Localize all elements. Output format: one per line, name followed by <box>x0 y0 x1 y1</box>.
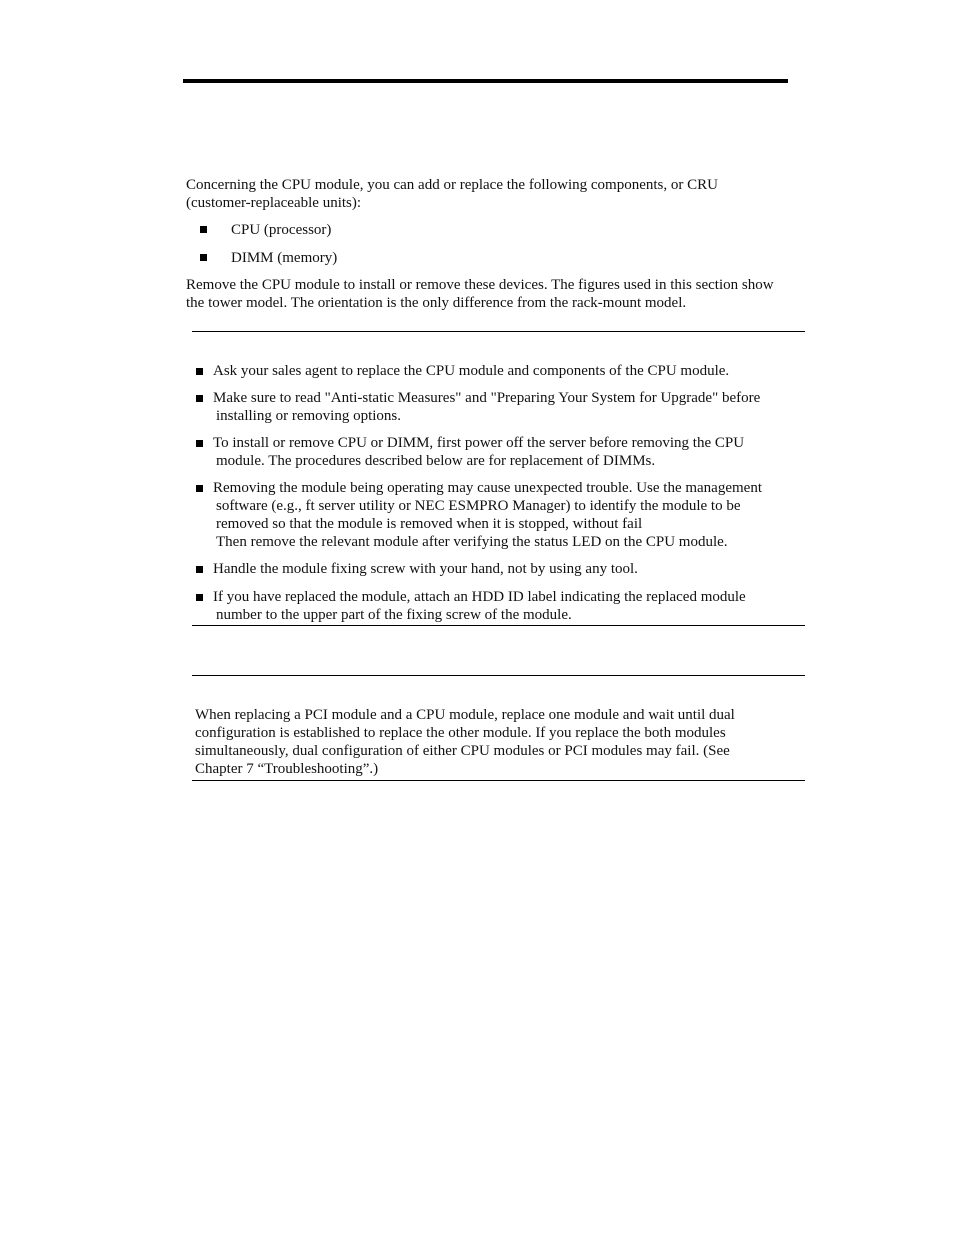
bullet-square-icon <box>200 226 207 233</box>
list-item <box>200 221 331 239</box>
note-line: To install or remove CPU or DIMM, first power off the server before removing the CPU <box>213 435 745 451</box>
intro-paragraph <box>186 176 806 212</box>
note-line: Make sure to read "Anti-static Measures" and "Preparing Your System for Upgrade" before <box>213 390 761 406</box>
note-line: Ask your sales agent to replace the CPU module and components of the CPU module. <box>213 363 730 379</box>
paragraph-line: the tower model. The orientation is the only difference from the rack-mount model. <box>186 295 687 311</box>
bullet-square-icon <box>196 485 203 492</box>
caution-line: simultaneously, dual configuration of either CPU modules or PCI modules may fail. (See <box>195 743 730 759</box>
note-bottom-rule <box>192 625 805 626</box>
bullet-square-icon <box>200 254 207 261</box>
note-line: If you have replaced the module, attach an HDD ID label indicating the replaced module <box>213 589 746 605</box>
note-top-rule <box>192 331 805 332</box>
caution-line: Chapter 7 “Troubleshooting”.) <box>195 761 379 777</box>
bullet-square-icon <box>196 395 203 402</box>
note-line: removed so that the module is removed when it is stopped, without fail <box>216 516 643 532</box>
paragraph-line: Remove the CPU module to install or remove these devices. The figures used in this section show <box>186 277 774 293</box>
after-list-paragraph <box>186 276 806 312</box>
caution-top-rule <box>192 675 805 676</box>
list-item-label: CPU (processor) <box>231 222 332 238</box>
list-item <box>200 249 337 267</box>
bullet-square-icon <box>196 440 203 447</box>
caution-paragraph <box>195 706 795 778</box>
note-line: module. The procedures described below are for replacement of DIMMs. <box>216 453 656 469</box>
note-line: installing or removing options. <box>216 408 401 424</box>
note-line: software (e.g., ft server utility or NEC ESMPRO Manager) to identify the module to be <box>216 498 741 514</box>
caution-line: When replacing a PCI module and a CPU module, replace one module and wait until dual <box>195 707 735 723</box>
note-line: Removing the module being operating may cause unexpected trouble. Use the management <box>213 480 762 496</box>
bullet-square-icon <box>196 566 203 573</box>
header-rule <box>183 79 788 83</box>
note-line: Handle the module fixing screw with your hand, not by using any tool. <box>213 561 638 577</box>
note-line: Then remove the relevant module after verifying the status LED on the CPU module. <box>216 534 728 550</box>
list-item-label: DIMM (memory) <box>231 250 338 266</box>
bullet-square-icon <box>196 368 203 375</box>
caution-line: configuration is established to replace the other module. If you replace the both modules <box>195 725 726 741</box>
note-line: number to the upper part of the fixing screw of the module. <box>216 607 572 623</box>
caution-bottom-rule <box>192 780 805 781</box>
intro-line: Concerning the CPU module, you can add or replace the following components, or CRU <box>186 177 718 193</box>
intro-line: (customer-replaceable units): <box>186 195 362 211</box>
bullet-square-icon <box>196 594 203 601</box>
